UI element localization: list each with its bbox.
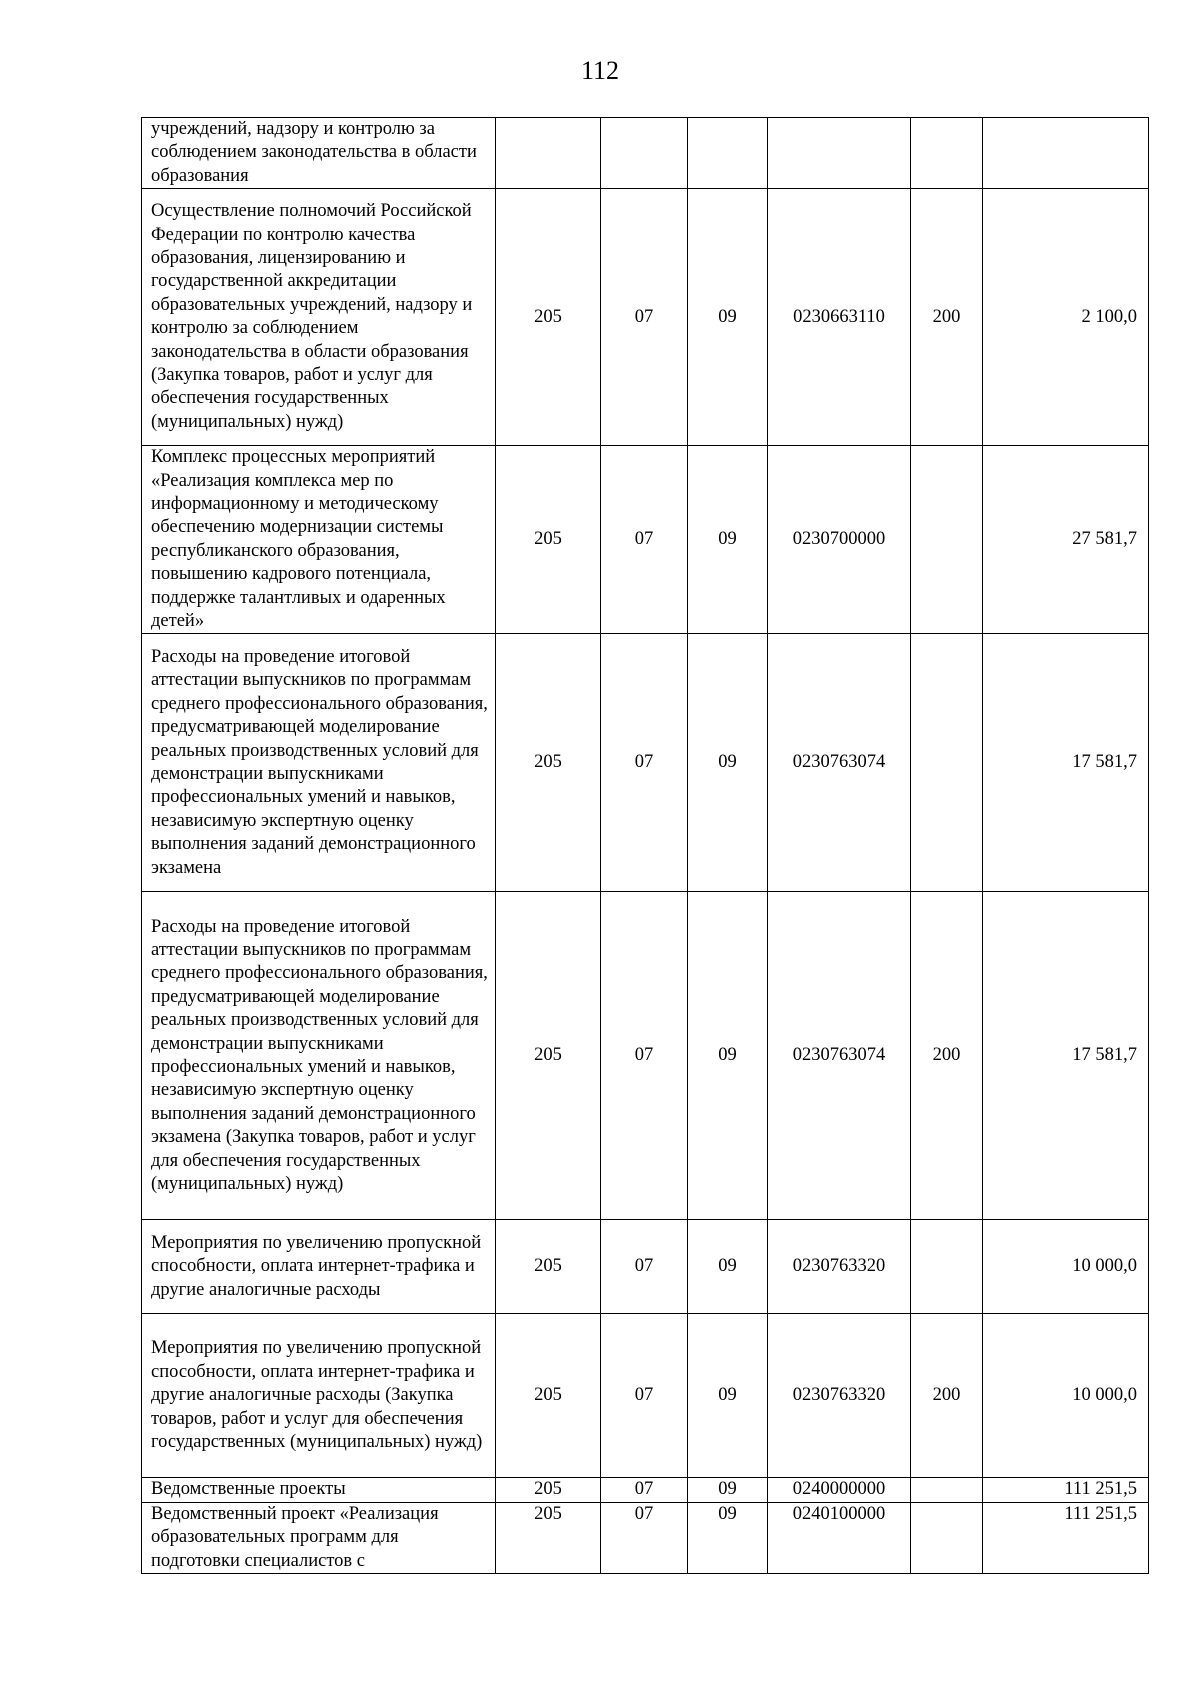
row-description: Ведомственный проект «Реализация образовательных программ для подготовки специалистов с [142,1502,496,1573]
table-row [142,1314,1149,1478]
section-code: 07 [601,1478,688,1502]
target-item-code: 0230763074 [768,892,911,1220]
expense-type-code [911,446,983,634]
row-description: Мероприятия по увеличению пропускной способности, оплата интернет-трафика и другие аналогичные расходы (Закупка товаров, работ и услуг для обеспечения государственных (муниципальных) нужд) [142,1314,496,1478]
section-code: 07 [601,634,688,892]
target-item-code: 0240000000 [768,1478,911,1502]
row-description: Осуществление полномочий Российской Федерации по контролю качества образования, лицензированию и государственной аккредитации образовательных учреждений, надзору и контролю за соблюдением законодательства в области образования (Закупка товаров, работ и услуг для обеспечения государственных (муниципальных) нужд) [142,189,496,446]
table-row [142,1502,1149,1573]
amount: 27 581,7 [983,446,1149,634]
section-code: 07 [601,1502,688,1573]
subsection-code: 09 [688,1220,768,1314]
amount: 10 000,0 [983,1220,1149,1314]
target-item-code: 0230763320 [768,1314,911,1478]
expense-type-code [911,118,983,189]
row-description: Комплекс процессных мероприятий «Реализация комплекса мер по информационному и методическому обеспечению модернизации системы республиканского образования, повышению кадрового потенциала, поддержке талантливых и одаренных детей» [142,446,496,634]
target-item-code: 0230763074 [768,634,911,892]
expense-type-code [911,1478,983,1502]
target-item-code: 0230700000 [768,446,911,634]
budget-table [141,117,1149,1574]
grbs-code: 205 [496,1220,601,1314]
subsection-code: 09 [688,189,768,446]
subsection-code: 09 [688,892,768,1220]
grbs-code: 205 [496,892,601,1220]
subsection-code: 09 [688,1502,768,1573]
table-row [142,189,1149,446]
target-item-code [768,118,911,189]
amount: 17 581,7 [983,634,1149,892]
row-description: Расходы на проведение итоговой аттестации выпускников по программам среднего профессионального образования, предусматривающей моделирование реальных производственных условий для демонстрации выпускниками профессиональных умений и навыков, независимую экспертную оценку выполнения заданий демонстрационного экзамена [142,634,496,892]
subsection-code: 09 [688,1478,768,1502]
section-code: 07 [601,446,688,634]
grbs-code: 205 [496,1502,601,1573]
target-item-code: 0230763320 [768,1220,911,1314]
grbs-code: 205 [496,446,601,634]
table-row [142,446,1149,634]
table-row [142,1478,1149,1502]
row-description: Мероприятия по увеличению пропускной способности, оплата интернет-трафика и другие аналогичные расходы [142,1220,496,1314]
grbs-code: 205 [496,189,601,446]
section-code [601,118,688,189]
subsection-code [688,118,768,189]
row-description: Расходы на проведение итоговой аттестации выпускников по программам среднего профессионального образования, предусматривающей моделирование реальных производственных условий для демонстрации выпускниками профессиональных умений и навыков, независимую экспертную оценку выполнения заданий демонстрационного экзамена (Закупка товаров, работ и услуг для обеспечения государственных (муниципальных) нужд) [142,892,496,1220]
grbs-code: 205 [496,634,601,892]
grbs-code [496,118,601,189]
table-row [142,1220,1149,1314]
expense-type-code: 200 [911,1314,983,1478]
amount: 111 251,5 [983,1502,1149,1573]
target-item-code: 0230663110 [768,189,911,446]
subsection-code: 09 [688,446,768,634]
section-code: 07 [601,892,688,1220]
row-description: учреждений, надзору и контролю за соблюдением законодательства в области образования [142,118,496,189]
amount: 10 000,0 [983,1314,1149,1478]
expense-type-code: 200 [911,189,983,446]
amount: 17 581,7 [983,892,1149,1220]
row-description: Ведомственные проекты [142,1478,496,1502]
table-row [142,892,1149,1220]
subsection-code: 09 [688,1314,768,1478]
grbs-code: 205 [496,1478,601,1502]
amount: 2 100,0 [983,189,1149,446]
expense-type-code [911,1502,983,1573]
page-number: 112 [580,56,620,85]
amount [983,118,1149,189]
expense-type-code: 200 [911,892,983,1220]
expense-type-code [911,1220,983,1314]
amount: 111 251,5 [983,1478,1149,1502]
table-row [142,118,1149,189]
section-code: 07 [601,189,688,446]
grbs-code: 205 [496,1314,601,1478]
section-code: 07 [601,1220,688,1314]
table-row [142,634,1149,892]
target-item-code: 0240100000 [768,1502,911,1573]
subsection-code: 09 [688,634,768,892]
expense-type-code [911,634,983,892]
section-code: 07 [601,1314,688,1478]
